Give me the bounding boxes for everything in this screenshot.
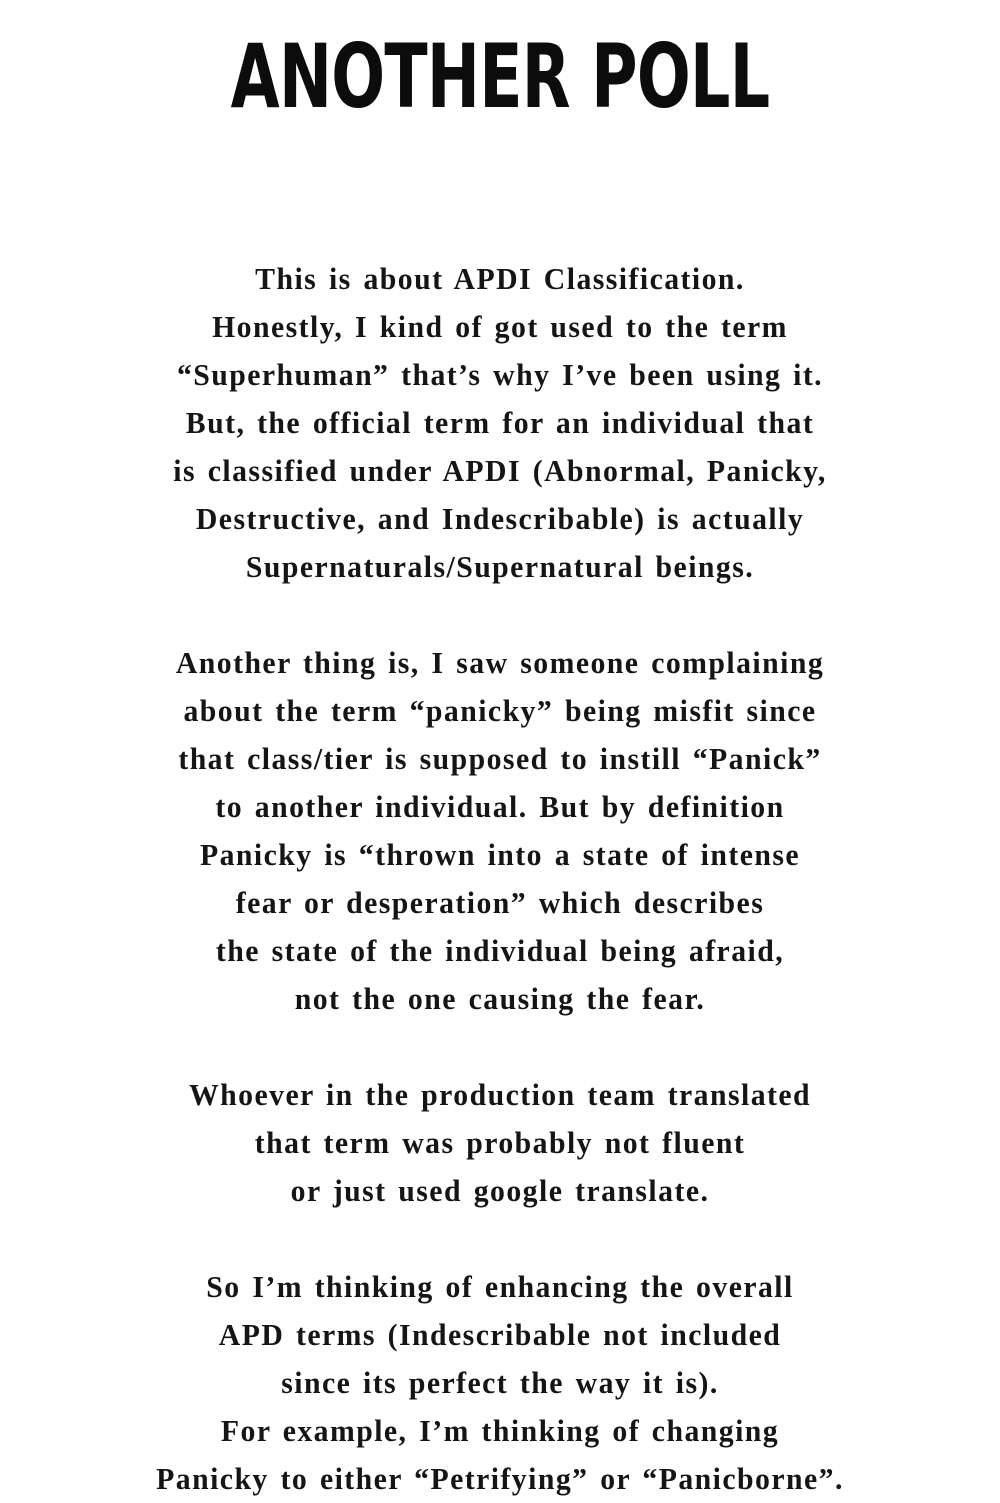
paragraph-gap bbox=[0, 591, 1000, 639]
paragraph-translation bbox=[0, 1071, 1000, 1215]
text-line: This is about APDI Classification. bbox=[255, 261, 745, 296]
text-line: “Superhuman” that’s why I’ve been using it. bbox=[176, 357, 824, 392]
text-line: since its perfect the way it is). bbox=[281, 1365, 719, 1400]
text-line: or just used google translate. bbox=[290, 1173, 710, 1208]
page-title: ANOTHER POLL bbox=[230, 25, 770, 128]
text-line: Another thing is, I saw someone complaining bbox=[175, 645, 825, 680]
paragraph-panicky-definition bbox=[0, 639, 1000, 1023]
text-line: Honestly, I kind of got used to the term bbox=[212, 309, 788, 344]
text-line: about the term “panicky” being misfit since bbox=[183, 693, 817, 728]
text-line: Destructive, and Indescribable) is actually bbox=[195, 501, 805, 536]
text-line: Panicky to either “Petrifying” or “Panicborne”. bbox=[156, 1461, 844, 1496]
text-line: APD terms (Indescribable not included bbox=[218, 1317, 782, 1352]
paragraph-apdi-classification bbox=[0, 255, 1000, 591]
text-line: the state of the individual being afraid, bbox=[215, 933, 785, 968]
text-line: to another individual. But by definition bbox=[215, 789, 785, 824]
text-line: that term was probably not fluent bbox=[254, 1125, 746, 1160]
text-line: fear or desperation” which describes bbox=[235, 885, 765, 920]
text-line: But, the official term for an individual that bbox=[185, 405, 815, 440]
text-line: that class/tier is supposed to instill “Panick” bbox=[178, 741, 822, 776]
paragraph-gap bbox=[0, 1215, 1000, 1263]
text-line: Panicky is “thrown into a state of intense bbox=[199, 837, 801, 872]
text-line: Whoever in the production team translated bbox=[188, 1077, 812, 1112]
text-line: is classified under APDI (Abnormal, Panicky, bbox=[173, 453, 827, 488]
text-line: Supernaturals/Supernatural beings. bbox=[245, 549, 755, 584]
paragraph-proposal bbox=[0, 1263, 1000, 1503]
body-text bbox=[0, 255, 1000, 1503]
text-line: not the one causing the fear. bbox=[294, 981, 706, 1016]
text-line: So I’m thinking of enhancing the overall bbox=[206, 1269, 794, 1304]
text-line: For example, I’m thinking of changing bbox=[220, 1413, 780, 1448]
paragraph-gap bbox=[0, 1023, 1000, 1071]
